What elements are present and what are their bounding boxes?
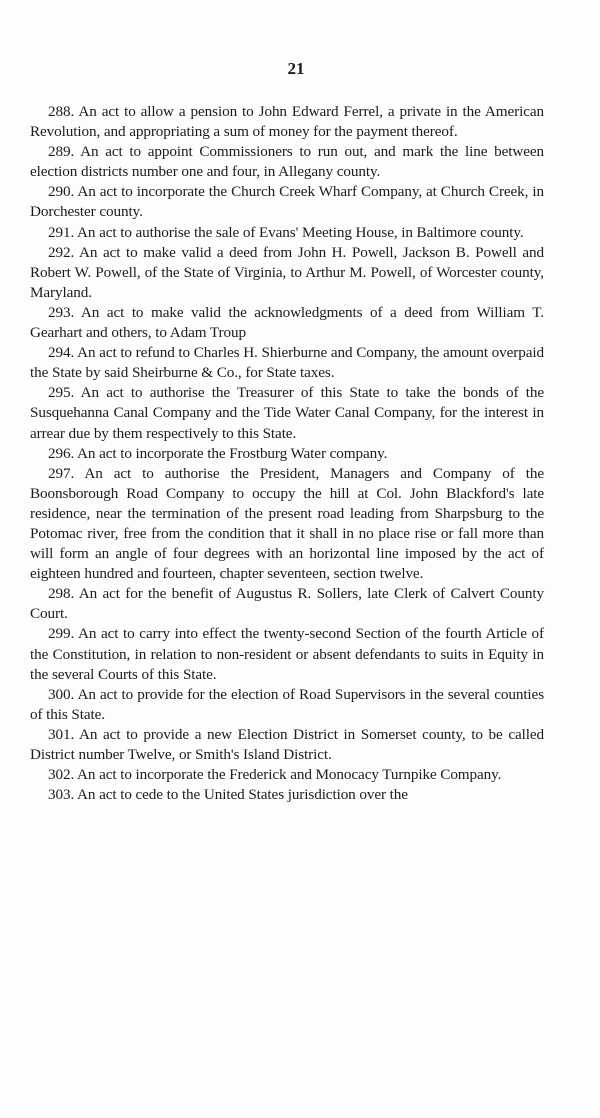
- act-number: 300.: [48, 685, 75, 703]
- act-entry: [30, 102, 544, 142]
- act-number: 299.: [48, 625, 75, 643]
- act-text: An act to refund to Charles H. Shierburne and Company, the amount overpaid the State by said Sheirburne & Co., for State taxes.: [30, 344, 545, 382]
- act-number: 292.: [48, 243, 75, 261]
- act-entry: [30, 223, 544, 243]
- act-text: An act to incorporate the Frederick and Monocacy Turnpike Company.: [77, 766, 502, 784]
- act-number: 289.: [48, 143, 75, 161]
- act-number: 290.: [48, 183, 75, 201]
- act-entry: [30, 464, 544, 585]
- act-text: An act to make valid the acknowledgments of a deed from William T. Gearhart and others, to Adam Troup: [30, 303, 544, 342]
- act-text: An act to incorporate the Frostburg Water company.: [77, 444, 388, 462]
- act-number: 291.: [48, 223, 75, 241]
- act-entry: [30, 584, 544, 624]
- act-entry: [30, 685, 544, 725]
- act-number: 303.: [48, 786, 75, 804]
- page-number: 21: [287, 59, 305, 78]
- act-number: 302.: [48, 766, 75, 784]
- act-entry: [30, 303, 544, 343]
- act-text: An act to authorise the President, Managers and Company of the Boonsborough Road Company to occupy the hill at Col. John Blackford's late residence, near the termination of the present road leading from Sharpsburg to the Potomac river, free from the condition that it shall in no place rise or fall more than will form an angle of four degrees with an horizontal line imposed by the act of eighteen hundred and fourteen, chapter seventeen, section twelve.: [30, 464, 545, 583]
- act-text: An act for the benefit of Augustus R. Sollers, late Clerk of Calvert County Court.: [30, 585, 545, 623]
- act-text: An act to carry into effect the twenty-second Section of the fourth Article of the Constitution, in relation to non-resident or absent defendants to suits in Equity in the several Courts of this State.: [30, 625, 545, 683]
- act-text: An act to authorise the Treasurer of this State to take the bonds of the Susquehanna Canal Company and the Tide Water Canal Company, for the interest in arrear due by them respectively to this State.: [30, 384, 544, 442]
- act-text: An act to allow a pension to John Edward Ferrel, a private in the American Revolution, and appropriating a sum of money for the payment thereof.: [30, 103, 545, 141]
- act-text: An act to provide for the election of Road Supervisors in the several counties of this State.: [30, 685, 545, 723]
- act-entry: [30, 243, 544, 303]
- act-entry: [30, 624, 544, 684]
- act-number: 297.: [48, 464, 75, 482]
- act-text: An act to incorporate the Church Creek Wharf Company, at Church Creek, in Dorchester county.: [30, 183, 544, 221]
- act-number: 301.: [48, 725, 75, 743]
- act-entry: [30, 725, 544, 765]
- act-entry: [30, 785, 544, 805]
- act-number: 298.: [48, 585, 75, 603]
- act-number: 294.: [48, 344, 75, 362]
- act-entry: [30, 142, 544, 182]
- act-text: An act to cede to the United States jurisdiction over the: [77, 786, 408, 804]
- act-entry: [30, 765, 544, 785]
- act-entry: [30, 383, 544, 443]
- act-number: 293.: [48, 303, 75, 321]
- act-text: An act to provide a new Election District in Somerset county, to be called District number Twelve, or Smith's Island District.: [30, 725, 544, 763]
- act-text: An act to appoint Commissioners to run out, and mark the line between election districts number one and four, in Allegany county.: [30, 143, 545, 181]
- act-text: An act to authorise the sale of Evans' Meeting House, in Baltimore county.: [77, 223, 524, 241]
- act-number: 295.: [48, 384, 75, 402]
- act-entry: [30, 343, 544, 383]
- act-text: An act to make valid a deed from John H. Powell, Jackson B. Powell and Robert W. Powell, of the State of Virginia, to Arthur M. Powell, of Worcester county, Maryland.: [30, 243, 544, 301]
- act-entry: [30, 444, 544, 464]
- act-list: [30, 102, 544, 805]
- act-number: 288.: [48, 103, 75, 120]
- act-number: 296.: [48, 444, 75, 462]
- act-entry: [30, 182, 544, 222]
